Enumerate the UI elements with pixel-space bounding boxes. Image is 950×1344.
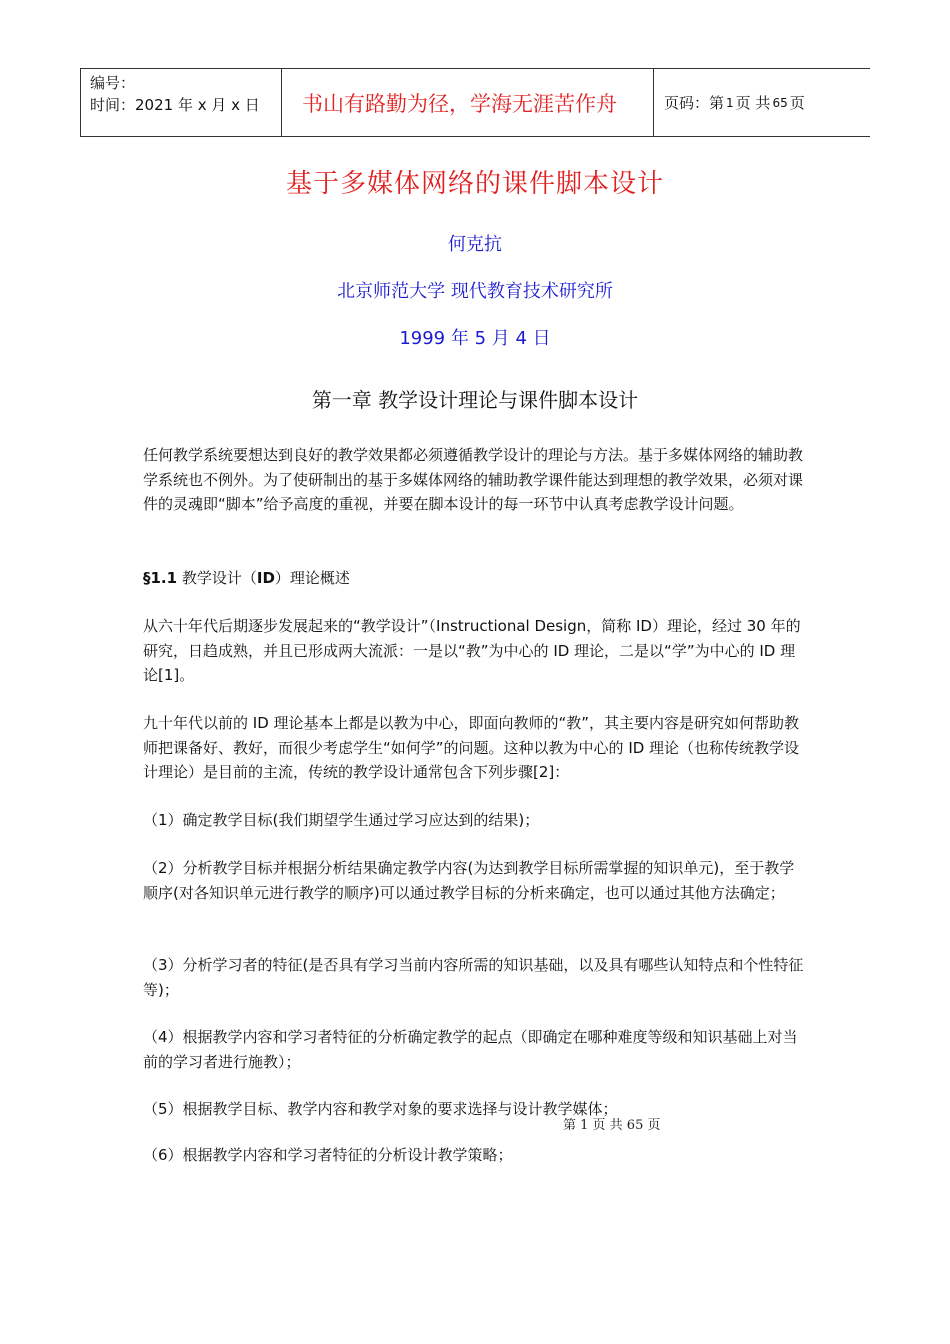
header-time-label: 时间：2021 年 x 月 x 日	[90, 96, 260, 114]
header-page-suffix: 页	[789, 94, 805, 112]
paragraph-traditional-id: 九十年代以前的 ID 理论基本上都是以教为中心，即面向教师的“教”，其主要内容是研究如何帮助教师把课备好、教好，而很少考虑学生“如何学”的问题。这种以教为中心的 ID 理论（也称传统教学设计理论）是目前的主流，传统的教学设计通常包含下列步骤[2]：	[143, 714, 800, 781]
header-motto: 书山有路勤为径，学海无涯苦作舟	[302, 91, 617, 116]
header-table	[80, 68, 870, 137]
header-page-current: 1	[726, 95, 734, 110]
section-title-pre: 教学设计（	[177, 569, 257, 587]
list-item-step-1: （1）确定教学目标(我们期望学生通过学习应达到的结果)；	[143, 811, 540, 829]
section-heading	[143, 566, 808, 591]
list-item-step-6: （6）根据教学内容和学习者特征的分析设计教学策略；	[143, 1146, 513, 1164]
section-number: §1.1	[143, 569, 178, 587]
paragraph-intro: 任何教学系统要想达到良好的教学效果都必须遵循教学设计的理论与方法。基于多媒体网络的辅助教学系统也不例外。为了使研制出的基于多媒体网络的辅助教学课件能达到理想的教学效果，必须对课件的灵魂即“脚本”给予高度的重视，并要在脚本设计的每一环节中认真考虑教学设计问题。	[143, 446, 804, 513]
list-item-step-4: （4）根据教学内容和学习者特征的分析确定教学的起点（即确定在哪种难度等级和知识基础上对当前的学习者进行施教）；	[143, 1028, 798, 1071]
header-motto-cell	[282, 69, 654, 136]
paragraph-id-history: 从六十年代后期逐步发展起来的“教学设计”（Instructional Design，简称 ID）理论，经过 30 年的研究，日趋成熟，并且已形成两大流派：一是以“教”为中心的 ID 理论，二是以“学”为中心的 ID 理论[1]。	[143, 617, 801, 684]
header-page-total: 65	[772, 95, 788, 110]
list-item-step-3: （3）分析学习者的特征(是否具有学习当前内容所需的知识基础，以及具有哪些认知特点和个性特征等)；	[143, 956, 804, 999]
footer-page-number: 第 1 页 共 65 页	[563, 1118, 661, 1133]
header-page-prefix: 页码：第	[664, 94, 725, 112]
header-page-cell	[654, 69, 870, 136]
header-page-mid: 页 共	[735, 94, 771, 112]
document-title: 基于多媒体网络的课件脚本设计	[285, 169, 664, 199]
document-institution: 北京师范大学 现代教育技术研究所	[337, 281, 613, 302]
document-date: 1999 年 5 月 4 日	[399, 328, 551, 349]
section-title-post: ）理论概述	[274, 569, 350, 587]
header-number-label: 编号：	[90, 74, 136, 92]
list-item-step-5: （5）根据教学目标、教学内容和教学对象的要求选择与设计教学媒体；	[143, 1100, 618, 1118]
list-item-step-2: （2）分析教学目标并根据分析结果确定教学内容(为达到教学目标所需掌握的知识单元)，至于教学顺序(对各知识单元进行教学的顺序)可以通过教学目标的分析来确定，也可以通过其他方法确定；	[143, 859, 795, 902]
document-author: 何克抗	[448, 234, 502, 255]
section-title-bold: ID	[256, 569, 275, 587]
header-meta-cell	[80, 69, 282, 136]
chapter-title: 第一章 教学设计理论与课件脚本设计	[311, 388, 639, 412]
